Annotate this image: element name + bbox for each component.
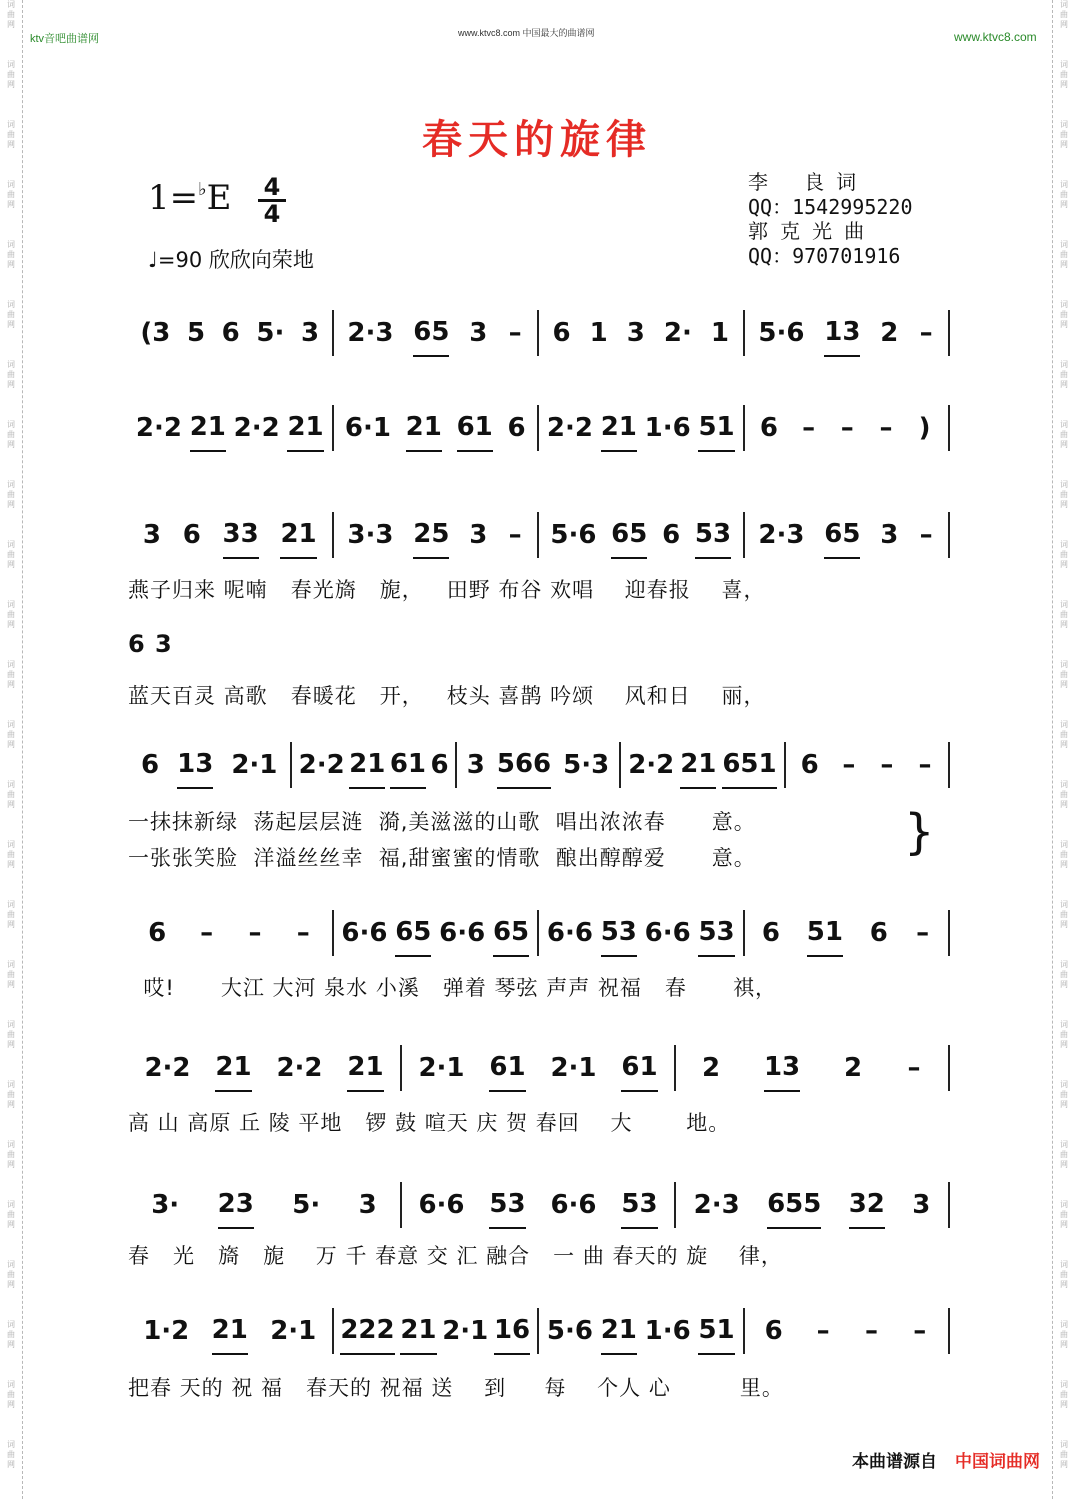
note: –: [916, 918, 930, 948]
note: 6: [221, 318, 240, 348]
note: 2·2: [276, 1053, 323, 1083]
watermark-group: 词 曲 网: [7, 300, 15, 329]
note: 61: [489, 1044, 525, 1092]
measure: [402, 1182, 676, 1228]
measure: [539, 1308, 745, 1354]
note: –: [864, 1316, 878, 1346]
lyrics-line-7: 春 光 旖 旎 万 千 春意 交 汇 融合 一 曲 春天的 旋 律，: [128, 1244, 783, 1268]
note: 5·: [292, 1190, 321, 1220]
watermark-group: 词 曲 网: [1060, 360, 1068, 389]
lyricist: 李 良 词: [748, 170, 857, 194]
note: 21: [347, 1044, 383, 1092]
measure: [745, 405, 951, 451]
note: 2·2: [546, 413, 593, 443]
measure: [786, 742, 950, 788]
note: 21: [400, 1307, 436, 1355]
note: 53: [698, 909, 734, 957]
watermark-group: 词 曲 网: [1060, 720, 1068, 749]
note: 53: [489, 1181, 525, 1229]
measure: [621, 742, 785, 788]
left-watermark: [3, 0, 19, 1500]
watermark-group: 词 曲 网: [7, 60, 15, 89]
watermark-group: 词 曲 网: [1060, 1260, 1068, 1289]
note: 13: [764, 1044, 800, 1092]
watermark-group: 词 曲 网: [7, 360, 15, 389]
score-line-7: [128, 1182, 950, 1268]
watermark-group: 词 曲 网: [7, 1200, 15, 1229]
note: 5·6: [546, 1316, 593, 1346]
left-margin-line: [22, 0, 23, 1499]
note: 655: [767, 1181, 821, 1229]
measure: [128, 1045, 402, 1091]
watermark-group: 词 曲 网: [1060, 1140, 1068, 1169]
watermark-group: 词 曲 网: [7, 120, 15, 149]
watermark-group: 词 曲 网: [1060, 420, 1068, 449]
score-line-8: [128, 1308, 950, 1400]
measure: [676, 1045, 950, 1091]
score-line-1: [128, 310, 950, 356]
note: –: [842, 750, 856, 780]
lyrics-line-3a: 燕子归来 呢喃 春光旖 旎， 田野 布谷 欢唱 迎春报 喜，: [128, 578, 766, 602]
note: 21: [287, 404, 323, 452]
watermark-group: 词 曲 网: [1060, 240, 1068, 269]
watermark-group: 词 曲 网: [7, 840, 15, 869]
watermark-group: 词 曲 网: [7, 1020, 15, 1049]
note: 6: [759, 413, 778, 443]
note: 1·6: [644, 413, 691, 443]
note: 2·2: [144, 1053, 191, 1083]
note: 6: [182, 520, 201, 550]
note: 2·2: [298, 750, 345, 780]
watermark-group: 词 曲 网: [7, 1380, 15, 1409]
watermark-group: 词 曲 网: [7, 1260, 15, 1289]
note: 53: [621, 1181, 657, 1229]
watermark-group: 词 曲 网: [7, 540, 15, 569]
key-signature: 1=♭E: [148, 178, 232, 218]
measure: [128, 1308, 334, 1354]
note: 33: [223, 511, 259, 559]
right-margin-line: [1052, 0, 1053, 1499]
note: 2·3: [758, 520, 805, 550]
note: 566: [497, 741, 551, 789]
measure: [745, 1308, 951, 1354]
note: 6: [662, 520, 681, 550]
composer: 郭 克 光 曲: [748, 219, 865, 243]
note: 3·3: [347, 520, 394, 550]
lyricist-qq: QQ：1542995220: [748, 194, 913, 219]
note: 222: [340, 1307, 394, 1355]
note: 6: [141, 750, 160, 780]
footer-brand-link[interactable]: 中国词曲网: [955, 1452, 1040, 1472]
note: 2·1: [231, 750, 278, 780]
note: 16: [494, 1307, 530, 1355]
note: 1: [589, 318, 608, 348]
note: ): [918, 413, 931, 443]
note: 1·6: [644, 1316, 691, 1346]
note: 3: [880, 520, 899, 550]
watermark-group: 词 曲 网: [1060, 1200, 1068, 1229]
measure: [128, 512, 334, 558]
tempo-marking: ♩=90 欣欣向荣地: [148, 248, 314, 272]
note: 6: [430, 750, 449, 780]
watermark-group: 词 曲 网: [1060, 960, 1068, 989]
score-line-3: [128, 512, 950, 708]
note: –: [296, 918, 310, 948]
note: 6: [761, 918, 780, 948]
note: 3: [912, 1190, 931, 1220]
note: 6·1: [344, 413, 391, 443]
note: –: [919, 520, 933, 550]
watermark-group: 词 曲 网: [1060, 1440, 1068, 1469]
note: 2·: [663, 318, 692, 348]
note: 25: [413, 511, 449, 559]
note: 13: [177, 741, 213, 789]
measure: [539, 310, 745, 356]
note: 21: [601, 1307, 637, 1355]
measure: [676, 1182, 950, 1228]
note: 3: [466, 750, 485, 780]
header-right[interactable]: www.ktvc8.com: [954, 30, 1037, 44]
note: 53: [695, 511, 731, 559]
measure: [539, 910, 745, 956]
note: 21: [215, 1044, 251, 1092]
note: 21: [190, 404, 226, 452]
note: 2·3: [347, 318, 394, 348]
watermark-group: 词 曲 网: [7, 0, 15, 29]
note: 23: [218, 1181, 254, 1229]
watermark-group: 词 曲 网: [1060, 1320, 1068, 1349]
lyrics-line-5: 哎! 大江 大河 泉水 小溪 弹着 琴弦 声声 祝福 春 祺，: [128, 976, 777, 1000]
note: –: [508, 520, 522, 550]
watermark-group: 词 曲 网: [7, 1320, 15, 1349]
note: 65: [413, 309, 449, 357]
watermark-group: 词 曲 网: [1060, 120, 1068, 149]
watermark-group: 词 曲 网: [7, 780, 15, 809]
note: –: [879, 413, 893, 443]
note: 2·2: [135, 413, 182, 443]
note: 51: [698, 404, 734, 452]
watermark-group: 词 曲 网: [7, 960, 15, 989]
note: 21: [406, 404, 442, 452]
note: 65: [493, 909, 529, 957]
measure: [539, 512, 745, 558]
lyrics-line-8: 把春 天的 祝 福 春天的 祝福 送 到 每 个人 心 里。: [128, 1376, 784, 1400]
note: 3: [142, 520, 161, 550]
note: 6: [800, 750, 819, 780]
note: –: [802, 413, 816, 443]
measure: [334, 512, 540, 558]
note: 2: [701, 1053, 721, 1083]
note: 65: [611, 511, 647, 559]
measure: [457, 742, 621, 788]
note: 2·2: [233, 413, 280, 443]
measure: [539, 405, 745, 451]
watermark-group: 词 曲 网: [7, 1440, 15, 1469]
note: 21: [212, 1307, 248, 1355]
watermark-group: 词 曲 网: [1060, 840, 1068, 869]
note: (3: [140, 318, 171, 348]
note: 6·6: [418, 1190, 465, 1220]
note: 6: [148, 918, 167, 948]
note: 6·6: [439, 918, 486, 948]
watermark-group: 词 曲 网: [1060, 660, 1068, 689]
note: 3·: [151, 1190, 180, 1220]
note: 2: [880, 318, 899, 348]
watermark-group: 词 曲 网: [1060, 1080, 1068, 1109]
note: 6·6: [546, 918, 593, 948]
watermark-group: 词 曲 网: [7, 240, 15, 269]
watermark-group: 词 曲 网: [1060, 60, 1068, 89]
lyrics-brace: }: [904, 804, 936, 860]
note: 6: [552, 318, 571, 348]
note: –: [919, 318, 933, 348]
note: 6: [764, 1316, 783, 1346]
right-watermark: [1056, 0, 1072, 1500]
watermark-group: 词 曲 网: [1060, 180, 1068, 209]
lyrics-line-3b: 蓝天百灵 高歌 春暖花 开， 枝头 喜鹊 吟颂 风和日 丽，: [128, 684, 766, 708]
note: 3: [469, 520, 488, 550]
score-line-4: [128, 742, 950, 870]
note: 65: [395, 909, 431, 957]
measure: [334, 405, 540, 451]
note: 2: [844, 1053, 863, 1083]
note: 5·6: [758, 318, 805, 348]
note: –: [907, 1053, 921, 1083]
time-signature: 4 4: [258, 176, 286, 225]
note: 2·1: [442, 1316, 489, 1346]
note: 2·1: [418, 1053, 465, 1083]
note: 32: [849, 1181, 885, 1229]
header-center[interactable]: www.ktvc8.com 中国最大的曲谱网: [458, 28, 595, 38]
score-line-6: [128, 1045, 950, 1135]
note: –: [918, 750, 932, 780]
note: –: [880, 750, 894, 780]
measure: [402, 1045, 676, 1091]
note: 5·3: [563, 750, 610, 780]
note: 65: [824, 511, 860, 559]
watermark-group: 词 曲 网: [1060, 1020, 1068, 1049]
watermark-group: 词 曲 网: [7, 720, 15, 749]
composer-qq: QQ：970701916: [748, 243, 901, 268]
score-line-2: [128, 405, 950, 451]
note: 6: [869, 918, 888, 948]
footer-source-label: 本曲谱源自: [852, 1452, 937, 1472]
note: 1: [710, 318, 729, 348]
lyrics-line-4b: 一张张笑脸 洋溢丝丝幸 福,甜蜜蜜的情歌 酿出醇醇爱 意。: [128, 846, 756, 870]
watermark-group: 词 曲 网: [1060, 300, 1068, 329]
measure: [745, 512, 951, 558]
note: 51: [807, 909, 843, 957]
song-title: 春天的旋律: [422, 116, 652, 163]
credits: [748, 170, 913, 268]
note: 651: [722, 741, 776, 789]
measure: [292, 742, 456, 788]
lyrics-line-6: 高 山 高原 丘 陵 平地 锣 鼓 喧天 庆 贺 春回 大 地。: [128, 1111, 731, 1135]
note: 3: [301, 318, 320, 348]
note: 5·6: [550, 520, 597, 550]
note: 21: [280, 511, 316, 559]
note: 61: [621, 1044, 657, 1092]
note: 21: [601, 404, 637, 452]
measure: [128, 910, 334, 956]
measure: [745, 310, 951, 356]
note: 61: [457, 404, 493, 452]
note: 6·6: [341, 918, 388, 948]
measure: [334, 910, 540, 956]
note: 3: [469, 318, 488, 348]
note: 51: [698, 1307, 734, 1355]
note: –: [248, 918, 262, 948]
header-left[interactable]: ktv音吧曲谱网: [30, 33, 100, 45]
note: 2·1: [550, 1053, 597, 1083]
measure: [745, 910, 951, 956]
measure: [334, 1308, 540, 1354]
note: 6·6: [644, 918, 691, 948]
watermark-group: 词 曲 网: [7, 600, 15, 629]
score-line-5: [128, 910, 950, 1000]
watermark-group: 词 曲 网: [1060, 900, 1068, 929]
footer: [852, 1447, 1040, 1472]
watermark-group: 词 曲 网: [7, 660, 15, 689]
note: –: [913, 1316, 927, 1346]
note: 6·6: [550, 1190, 597, 1220]
note: 5: [186, 318, 206, 348]
note: 6: [507, 413, 526, 443]
note: –: [200, 918, 214, 948]
note: 1·2: [143, 1316, 190, 1346]
watermark-group: 词 曲 网: [7, 900, 15, 929]
note: 21: [680, 741, 716, 789]
watermark-group: 词 曲 网: [7, 1080, 15, 1109]
watermark-group: 词 曲 网: [1060, 1380, 1068, 1409]
watermark-group: 词 曲 网: [7, 480, 15, 509]
measure: [128, 742, 292, 788]
note: 21: [349, 741, 385, 789]
watermark-group: 词 曲 网: [1060, 480, 1068, 509]
measure: [128, 405, 334, 451]
note: 3: [626, 318, 645, 348]
watermark-group: 词 曲 网: [1060, 780, 1068, 809]
measure: [128, 310, 334, 356]
watermark-group: 词 曲 网: [1060, 540, 1068, 569]
notes-extra-3: 6 3: [128, 630, 173, 658]
note: 5·: [256, 318, 285, 348]
measure: [334, 310, 540, 356]
note: –: [508, 318, 522, 348]
watermark-group: 词 曲 网: [7, 1140, 15, 1169]
note: –: [840, 413, 854, 443]
note: 3: [358, 1190, 377, 1220]
note: 2·3: [693, 1190, 740, 1220]
note: 2·1: [270, 1316, 317, 1346]
watermark-group: 词 曲 网: [1060, 600, 1068, 629]
note: 13: [824, 309, 860, 357]
measure: [128, 1182, 402, 1228]
note: 2·2: [628, 750, 675, 780]
watermark-group: 词 曲 网: [1060, 0, 1068, 29]
watermark-group: 词 曲 网: [7, 180, 15, 209]
note: 61: [390, 741, 426, 789]
note: –: [816, 1316, 830, 1346]
watermark-group: 词 曲 网: [7, 420, 15, 449]
note: 53: [601, 909, 637, 957]
lyrics-line-4a: 一抹抹新绿 荡起层层涟 漪,美滋滋的山歌 唱出浓浓春 意。: [128, 810, 756, 834]
